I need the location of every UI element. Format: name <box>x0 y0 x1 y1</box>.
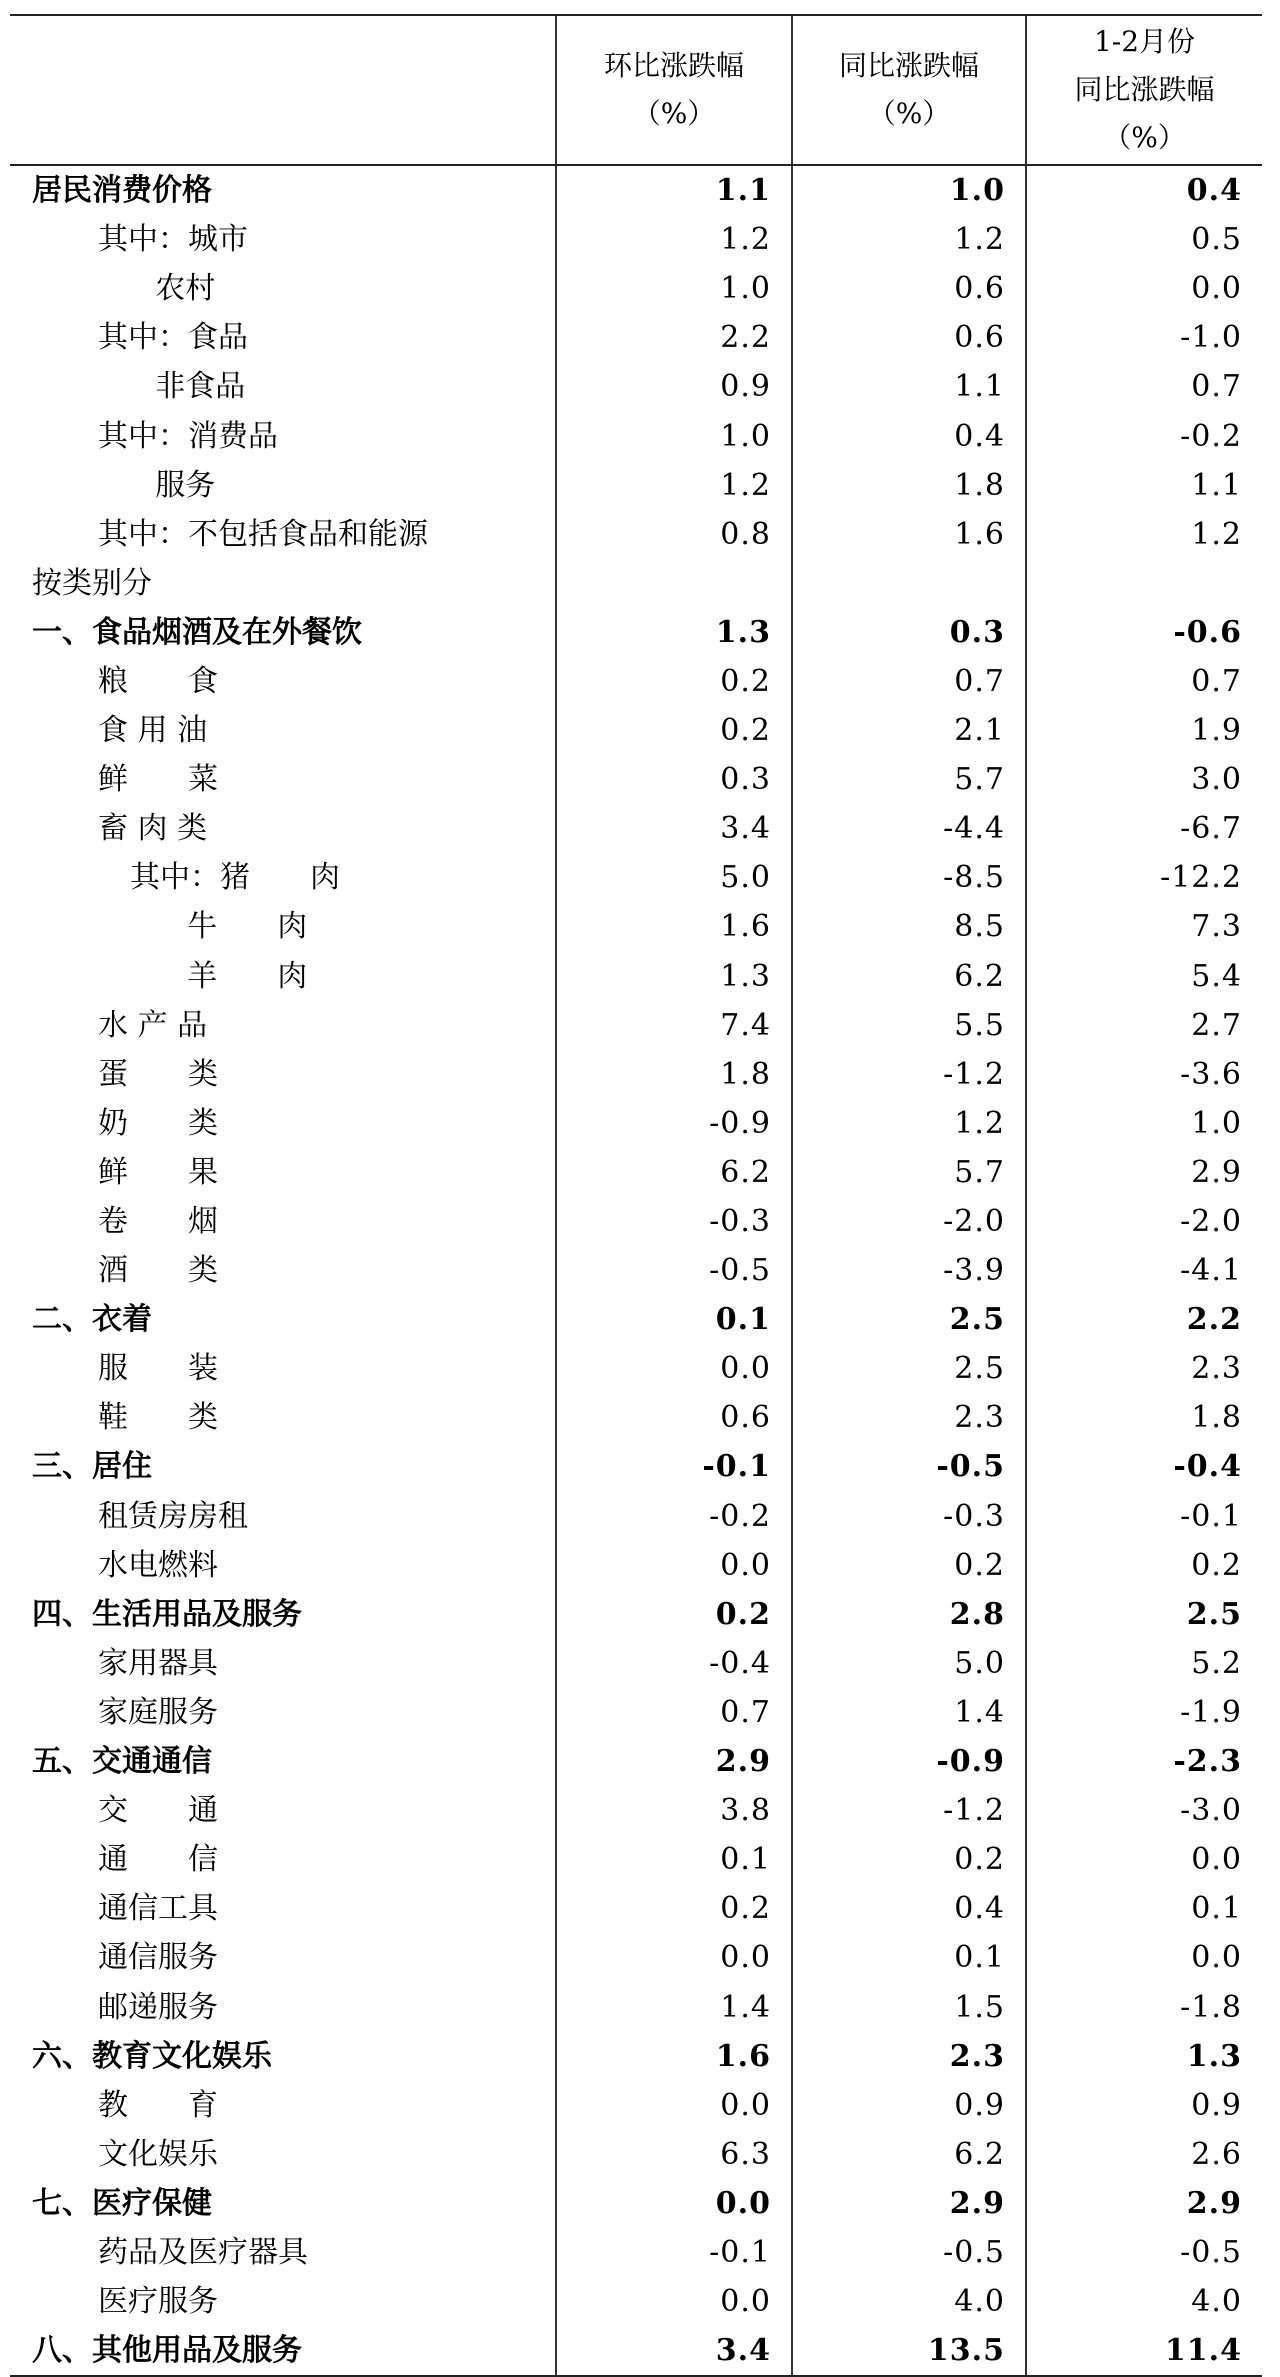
row-label: 卷 烟 <box>98 1204 218 1240</box>
ytd-yoy-value: 2.3 <box>1026 1344 1262 1393</box>
table-row <box>10 1197 1262 1246</box>
ytd-yoy-value: -0.5 <box>1026 2228 1262 2277</box>
table-row <box>10 1590 1262 1639</box>
mom-value: 0.0 <box>556 1541 792 1590</box>
ytd-yoy-value: 5.4 <box>1026 952 1262 1001</box>
row-label: 其中：消费品 <box>98 418 278 454</box>
header-ytd-unit: （%） <box>1103 121 1186 154</box>
ytd-yoy-value: 1.9 <box>1026 706 1262 755</box>
mom-value: 0.1 <box>556 1295 792 1344</box>
row-label: 六、教育文化娱乐 <box>32 2038 272 2074</box>
table-row <box>10 755 1262 804</box>
yoy-value: 13.5 <box>792 2326 1026 2376</box>
ytd-yoy-value: 11.4 <box>1026 2326 1262 2376</box>
row-label: 服 装 <box>98 1351 218 1387</box>
table-row <box>10 2179 1262 2228</box>
yoy-value: 0.9 <box>792 2081 1026 2130</box>
yoy-value: 5.0 <box>792 1639 1026 1688</box>
ytd-yoy-value: -3.6 <box>1026 1050 1262 1099</box>
ytd-yoy-value: 0.7 <box>1026 657 1262 706</box>
table-row <box>10 1295 1262 1344</box>
header-ytd-yoy-change <box>1026 15 1262 165</box>
ytd-yoy-value: -4.1 <box>1026 1246 1262 1295</box>
row-label: 农村 <box>98 271 216 307</box>
mom-value: 0.6 <box>556 1393 792 1442</box>
ytd-yoy-value <box>1026 559 1262 608</box>
mom-value: 1.6 <box>556 2032 792 2081</box>
mom-value: -0.1 <box>556 1442 792 1491</box>
ytd-yoy-value: 0.7 <box>1026 362 1262 411</box>
header-category-cell <box>10 15 556 165</box>
yoy-value: 6.2 <box>792 2130 1026 2179</box>
ytd-yoy-value: -2.3 <box>1026 1737 1262 1786</box>
header-mom-change <box>556 15 792 165</box>
table-row <box>10 461 1262 510</box>
ytd-yoy-value: -0.2 <box>1026 411 1262 460</box>
ytd-yoy-value: 7.3 <box>1026 902 1262 951</box>
yoy-value: 2.3 <box>792 2032 1026 2081</box>
table-row <box>10 952 1262 1001</box>
row-label: 水 产 品 <box>98 1007 208 1043</box>
mom-value: 0.7 <box>556 1688 792 1737</box>
mom-value: 0.0 <box>556 1344 792 1393</box>
ytd-yoy-value: -1.8 <box>1026 1982 1262 2031</box>
table-row <box>10 1344 1262 1393</box>
row-label: 鞋 类 <box>98 1400 218 1436</box>
table-row <box>10 2032 1262 2081</box>
mom-value: -0.3 <box>556 1197 792 1246</box>
mom-value <box>556 559 792 608</box>
mom-value: 1.0 <box>556 411 792 460</box>
row-label: 粮 食 <box>98 663 218 699</box>
ytd-yoy-value: 1.8 <box>1026 1393 1262 1442</box>
ytd-yoy-value: 2.7 <box>1026 1001 1262 1050</box>
table-row <box>10 264 1262 313</box>
mom-value: 0.8 <box>556 510 792 559</box>
mom-value: 0.3 <box>556 755 792 804</box>
yoy-value: 1.4 <box>792 1688 1026 1737</box>
row-label: 其中：食品 <box>98 320 248 356</box>
table-row <box>10 1001 1262 1050</box>
ytd-yoy-value: 2.5 <box>1026 1590 1262 1639</box>
mom-value: 1.3 <box>556 608 792 657</box>
ytd-yoy-value: -0.4 <box>1026 1442 1262 1491</box>
mom-value: 3.8 <box>556 1786 792 1835</box>
row-label: 畜 肉 类 <box>98 811 208 847</box>
ytd-yoy-value: 0.4 <box>1026 165 1262 215</box>
yoy-value: 2.3 <box>792 1393 1026 1442</box>
table-row <box>10 804 1262 853</box>
yoy-value: 0.4 <box>792 411 1026 460</box>
table-row <box>10 1786 1262 1835</box>
yoy-value: -1.2 <box>792 1050 1026 1099</box>
row-label: 家庭服务 <box>98 1694 218 1730</box>
ytd-yoy-value: 1.2 <box>1026 510 1262 559</box>
row-label: 羊 肉 <box>130 958 308 994</box>
header-mom-title: 环比涨跌幅 <box>603 49 744 82</box>
mom-value: 6.2 <box>556 1148 792 1197</box>
table-body <box>10 165 1262 2376</box>
yoy-value: -0.3 <box>792 1492 1026 1541</box>
ytd-yoy-value: 0.0 <box>1026 1933 1262 1982</box>
table-row <box>10 215 1262 264</box>
row-label: 医疗服务 <box>98 2284 218 2320</box>
ytd-yoy-value: -0.1 <box>1026 1492 1262 1541</box>
mom-value: -0.5 <box>556 1246 792 1295</box>
table-row <box>10 608 1262 657</box>
row-label: 通 信 <box>98 1842 218 1878</box>
ytd-yoy-value: 1.1 <box>1026 461 1262 510</box>
row-label: 居民消费价格 <box>32 173 212 209</box>
ytd-yoy-value: 0.9 <box>1026 2081 1262 2130</box>
ytd-yoy-value: 0.0 <box>1026 1835 1262 1884</box>
ytd-yoy-value: -0.6 <box>1026 608 1262 657</box>
header-ytd-title: 同比涨跌幅 <box>1074 73 1215 106</box>
yoy-value: 0.6 <box>792 264 1026 313</box>
yoy-value: 5.7 <box>792 1148 1026 1197</box>
mom-value: 0.0 <box>556 2179 792 2228</box>
table-row <box>10 559 1262 608</box>
row-label: 邮递服务 <box>98 1989 218 2025</box>
table-row <box>10 1884 1262 1933</box>
ytd-yoy-value: 0.5 <box>1026 215 1262 264</box>
table-row <box>10 1639 1262 1688</box>
cpi-table <box>10 14 1262 2377</box>
mom-value: -0.9 <box>556 1099 792 1148</box>
row-label: 服务 <box>98 467 216 503</box>
table-row <box>10 2277 1262 2326</box>
header-yoy-title: 同比涨跌幅 <box>838 49 979 82</box>
row-label: 七、医疗保健 <box>32 2185 212 2221</box>
yoy-value: -0.9 <box>792 1737 1026 1786</box>
table-row <box>10 510 1262 559</box>
yoy-value: 0.7 <box>792 657 1026 706</box>
ytd-yoy-value: -3.0 <box>1026 1786 1262 1835</box>
mom-value: 1.4 <box>556 1982 792 2031</box>
yoy-value: 0.6 <box>792 313 1026 362</box>
row-label: 非食品 <box>98 369 246 405</box>
table-row <box>10 2228 1262 2277</box>
table-row <box>10 1492 1262 1541</box>
row-label: 鲜 菜 <box>98 762 218 798</box>
mom-value: 0.0 <box>556 1933 792 1982</box>
table-row <box>10 1442 1262 1491</box>
ytd-yoy-value: 0.0 <box>1026 264 1262 313</box>
ytd-yoy-value: 0.1 <box>1026 1884 1262 1933</box>
table-row <box>10 165 1262 215</box>
table-row <box>10 1050 1262 1099</box>
row-label: 交 通 <box>98 1793 218 1829</box>
row-label: 奶 类 <box>98 1105 218 1141</box>
table-row <box>10 313 1262 362</box>
yoy-value: 1.6 <box>792 510 1026 559</box>
row-label: 其中：城市 <box>98 222 248 258</box>
yoy-value: 2.1 <box>792 706 1026 755</box>
row-label: 酒 类 <box>98 1253 218 1289</box>
yoy-value: 8.5 <box>792 902 1026 951</box>
row-label: 按类别分 <box>32 565 152 601</box>
mom-value: 1.3 <box>556 952 792 1001</box>
row-label: 通信服务 <box>98 1940 218 1976</box>
yoy-value: -8.5 <box>792 853 1026 902</box>
mom-value: 0.0 <box>556 2081 792 2130</box>
ytd-yoy-value: 3.0 <box>1026 755 1262 804</box>
header-row <box>10 15 1262 165</box>
ytd-yoy-value: -1.9 <box>1026 1688 1262 1737</box>
table-row <box>10 1688 1262 1737</box>
yoy-value: 2.5 <box>792 1344 1026 1393</box>
yoy-value: 1.8 <box>792 461 1026 510</box>
yoy-value: 0.1 <box>792 1933 1026 1982</box>
yoy-value: 1.1 <box>792 362 1026 411</box>
mom-value: 0.1 <box>556 1835 792 1884</box>
mom-value: 2.2 <box>556 313 792 362</box>
yoy-value: 0.3 <box>792 608 1026 657</box>
ytd-yoy-value: 5.2 <box>1026 1639 1262 1688</box>
yoy-value <box>792 559 1026 608</box>
ytd-yoy-value: 2.2 <box>1026 1295 1262 1344</box>
ytd-yoy-value: 2.6 <box>1026 2130 1262 2179</box>
header-mom-unit: （%） <box>632 97 716 130</box>
yoy-value: 1.2 <box>792 215 1026 264</box>
row-label: 文化娱乐 <box>98 2136 218 2172</box>
ytd-yoy-value: 2.9 <box>1026 2179 1262 2228</box>
yoy-value: 5.7 <box>792 755 1026 804</box>
mom-value: -0.4 <box>556 1639 792 1688</box>
row-label: 蛋 类 <box>98 1056 218 1092</box>
table-row <box>10 1737 1262 1786</box>
row-label: 鲜 果 <box>98 1154 218 1190</box>
yoy-value: 1.0 <box>792 165 1026 215</box>
yoy-value: 0.2 <box>792 1835 1026 1884</box>
mom-value: 0.9 <box>556 362 792 411</box>
table-row <box>10 657 1262 706</box>
ytd-yoy-value: -2.0 <box>1026 1197 1262 1246</box>
row-label: 二、衣着 <box>32 1302 152 1338</box>
table-row <box>10 1393 1262 1442</box>
mom-value: 1.6 <box>556 902 792 951</box>
row-label: 食 用 油 <box>98 713 208 749</box>
ytd-yoy-value: 1.3 <box>1026 2032 1262 2081</box>
mom-value: -0.1 <box>556 2228 792 2277</box>
yoy-value: 1.2 <box>792 1099 1026 1148</box>
mom-value: 0.2 <box>556 657 792 706</box>
mom-value: 0.2 <box>556 706 792 755</box>
ytd-yoy-value: 4.0 <box>1026 2277 1262 2326</box>
table-row <box>10 362 1262 411</box>
yoy-value: -2.0 <box>792 1197 1026 1246</box>
row-label: 教 育 <box>98 2087 218 2123</box>
mom-value: -0.2 <box>556 1492 792 1541</box>
row-label: 五、交通通信 <box>32 1744 212 1780</box>
row-label: 一、食品烟酒及在外餐饮 <box>32 614 362 650</box>
mom-value: 5.0 <box>556 853 792 902</box>
header-yoy-change <box>792 15 1026 165</box>
ytd-yoy-value: -12.2 <box>1026 853 1262 902</box>
yoy-value: 6.2 <box>792 952 1026 1001</box>
yoy-value: 0.4 <box>792 1884 1026 1933</box>
header-ytd-period: 1-2月份 <box>1093 25 1196 58</box>
yoy-value: -4.4 <box>792 804 1026 853</box>
mom-value: 1.2 <box>556 461 792 510</box>
table-row <box>10 706 1262 755</box>
ytd-yoy-value: 1.0 <box>1026 1099 1262 1148</box>
yoy-value: -0.5 <box>792 1442 1026 1491</box>
table-row <box>10 1246 1262 1295</box>
yoy-value: 1.5 <box>792 1982 1026 2031</box>
yoy-value: 4.0 <box>792 2277 1026 2326</box>
table-row <box>10 2081 1262 2130</box>
table-row <box>10 1099 1262 1148</box>
header-yoy-unit: （%） <box>867 97 951 130</box>
row-label: 八、其他用品及服务 <box>10 2326 556 2376</box>
table-row <box>10 902 1262 951</box>
mom-value: 7.4 <box>556 1001 792 1050</box>
mom-value: 1.1 <box>556 165 792 215</box>
row-label: 药品及医疗器具 <box>98 2234 308 2270</box>
mom-value: 0.2 <box>556 1590 792 1639</box>
mom-value: 3.4 <box>556 804 792 853</box>
row-label: 水电燃料 <box>98 1547 218 1583</box>
mom-value: 1.2 <box>556 215 792 264</box>
row-label: 三、居住 <box>32 1449 152 1485</box>
row-label: 租赁房房租 <box>98 1498 248 1534</box>
table-row <box>10 2326 1262 2376</box>
yoy-value: 2.5 <box>792 1295 1026 1344</box>
yoy-value: -0.5 <box>792 2228 1026 2277</box>
table-row <box>10 1148 1262 1197</box>
table-row <box>10 1541 1262 1590</box>
ytd-yoy-value: -6.7 <box>1026 804 1262 853</box>
row-label: 其中：猪 肉 <box>130 860 340 896</box>
mom-value: 1.8 <box>556 1050 792 1099</box>
yoy-value: -1.2 <box>792 1786 1026 1835</box>
table-row <box>10 1835 1262 1884</box>
mom-value: 0.2 <box>556 1884 792 1933</box>
yoy-value: 5.5 <box>792 1001 1026 1050</box>
ytd-yoy-value: 0.2 <box>1026 1541 1262 1590</box>
table-row <box>10 2130 1262 2179</box>
row-label: 其中：不包括食品和能源 <box>98 516 428 552</box>
table-row <box>10 1933 1262 1982</box>
row-label: 通信工具 <box>98 1891 218 1927</box>
table-row <box>10 853 1262 902</box>
yoy-value: -3.9 <box>792 1246 1026 1295</box>
table-row <box>10 411 1262 460</box>
mom-value: 2.9 <box>556 1737 792 1786</box>
row-label: 家用器具 <box>98 1645 218 1681</box>
table-row <box>10 1982 1262 2031</box>
mom-value: 3.4 <box>556 2326 792 2376</box>
ytd-yoy-value: 2.9 <box>1026 1148 1262 1197</box>
mom-value: 0.0 <box>556 2277 792 2326</box>
ytd-yoy-value: -1.0 <box>1026 313 1262 362</box>
row-label: 四、生活用品及服务 <box>32 1596 302 1632</box>
mom-value: 6.3 <box>556 2130 792 2179</box>
row-label: 牛 肉 <box>130 909 308 945</box>
mom-value: 1.0 <box>556 264 792 313</box>
yoy-value: 0.2 <box>792 1541 1026 1590</box>
yoy-value: 2.8 <box>792 1590 1026 1639</box>
yoy-value: 2.9 <box>792 2179 1026 2228</box>
